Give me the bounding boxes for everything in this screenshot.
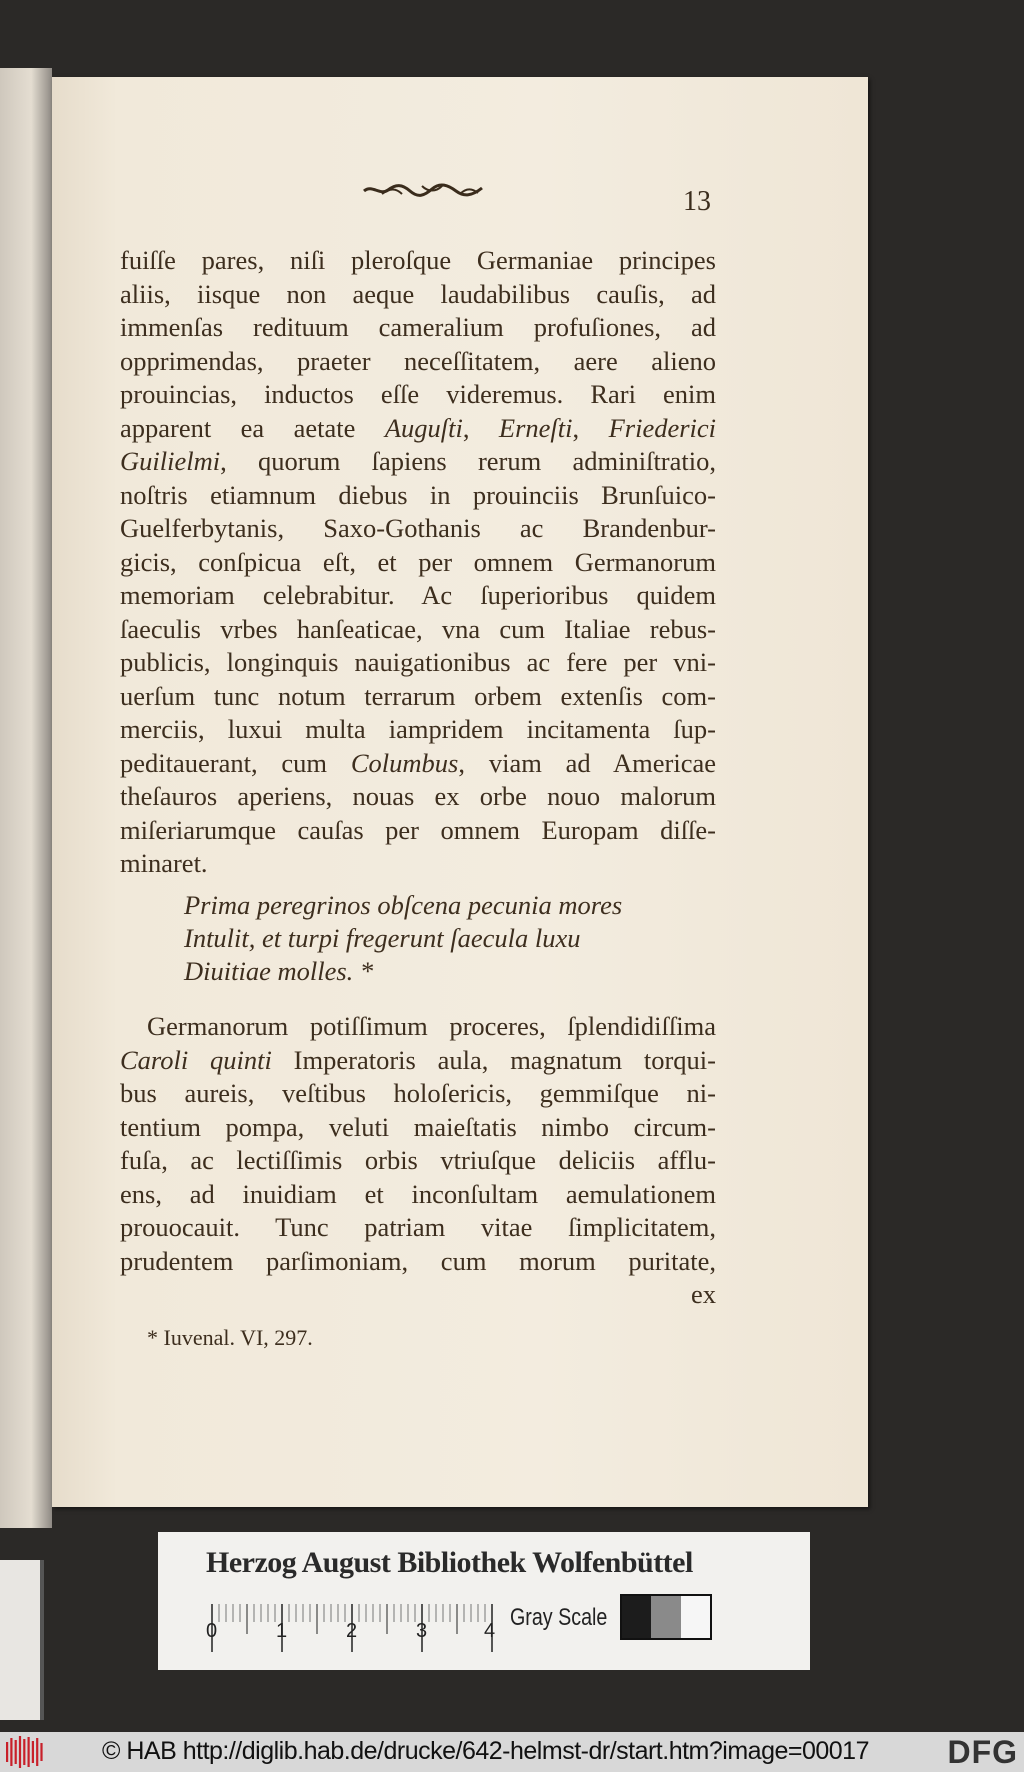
text-segment: prouocauit. Tunc patriam vitae ſimplicitatem, [120,1212,716,1242]
text-line [120,713,716,745]
text-line [120,1111,716,1143]
scale-number: 0 [206,1620,218,1642]
text-line [120,311,716,343]
text-line [120,244,716,276]
text-segment: Germanorum potiſſimum proceres, ſplendidiſſima [147,1011,716,1041]
scale-number: 4 [484,1620,496,1642]
text-line [120,579,716,611]
text-segment: ex [690,1279,716,1309]
verse-line: Diuitiae molles. * [184,956,374,986]
text-segment: prudentem parſimoniam, cum morum puritate, [120,1245,716,1276]
text-line [120,1144,716,1176]
italic-text: Erneſti [498,412,573,443]
text-line [120,680,716,712]
italic-text: Auguſti [384,412,463,443]
text-segment: , viam ad Americae [458,747,716,778]
logo-bar [10,1738,12,1766]
gray-scale-label: Gray Scale [510,1604,608,1631]
dfg-logo: DFG [947,1734,1018,1770]
text-segment: fuſa, ac lectiſſimis orbis vtriuſque deliciis afflu- [120,1145,716,1175]
text-line [120,412,716,444]
gray-scale-patches [620,1594,712,1640]
gray-patch-dark [622,1596,651,1638]
text-segment: publicis, longinquis nauigationibus ac fere per vni- [120,647,716,677]
text-line [120,1211,716,1243]
text-line [120,546,716,578]
footer-bar [0,1732,1024,1772]
text-segment: theſauros aperiens, nouas ex orbe nouo malorum [120,781,716,811]
text-line [120,1077,716,1109]
text-segment: , [462,412,499,443]
previous-page-edge [0,68,52,1528]
text-line [120,479,716,511]
gray-patch-light [681,1596,710,1638]
text-line [120,847,716,879]
logo-bar [23,1739,25,1765]
text-segment: prouincias, inductos eſſe videremus. Rari enim [120,379,716,409]
logo-bar [40,1743,42,1761]
text-line [120,780,716,812]
text-line [147,1010,716,1042]
text-segment: merciis, luxui multa iampridem incitamenta ſup- [120,714,716,744]
text-segment: , [572,412,609,443]
italic-text: Caroli quinti [120,1044,272,1075]
text-line [120,378,716,410]
text-line [120,747,716,779]
text-segment: apparent ea aetate [120,412,385,443]
text-line [120,345,716,377]
logo-bar [15,1740,17,1764]
text-line [120,512,716,544]
ornament-icon [362,182,484,198]
logo-bar [19,1736,21,1768]
text-segment: tentium pompa, veluti maieſtatis nimbo circum- [120,1111,716,1142]
italic-text: Columbus [350,747,459,778]
italic-text: Guilielmi [120,446,221,476]
scale-number: 3 [416,1620,428,1642]
text-segment: aliis, iisque non aeque laudabilibus cauſis, ad [120,278,716,309]
logo-bar [28,1737,30,1767]
text-segment: ſaeculis vrbes hanſeaticae, vna cum Italiae rebus- [120,613,716,644]
italic-text: Friederici [608,412,717,443]
text-line [120,278,716,310]
logo-bar [36,1738,38,1766]
text-segment: , quorum ſapiens rerum adminiſtratio, [220,446,716,476]
text-line [120,613,716,645]
scale-number: 1 [276,1620,288,1642]
text-segment: miſeriarumque cauſas per omnem Europam diſſe- [120,814,716,845]
text-segment: Guelferbytanis, Saxo-Gothanis ac Brandenbur- [120,513,716,543]
copyright-url[interactable]: © HAB http://diglib.hab.de/drucke/642-helmst-dr/start.htm?image=00017 [102,1737,869,1765]
previous-page-card-edge [0,1560,44,1720]
text-segment: fuiſſe pares, niſi pleroſque Germaniae principes [120,245,716,275]
text-segment: noſtris etiamnum diebus in prouinciis Brunſuico- [120,479,716,510]
text-line [120,1245,716,1277]
text-line [120,1278,716,1310]
logo-bar [6,1742,8,1762]
page-number: 13 [683,186,711,217]
text-line [120,646,716,678]
text-line [120,445,716,477]
calibration-card [158,1532,810,1670]
verse-line: Prima peregrinos obſcena pecunia mores [184,890,623,920]
gray-patch-mid [651,1596,680,1638]
verse-line: Intulit, et turpi fregerunt ſaecula luxu [184,923,581,953]
text-segment: ens, ad inuidiam et inconſultam aemulationem [120,1178,716,1209]
text-segment: peditauerant, cum [120,747,351,778]
text-line [120,1044,716,1076]
footnote: * Iuvenal. VI, 297. [147,1325,313,1350]
text-line [120,1178,716,1210]
text-line [120,814,716,846]
logo-bar [32,1741,34,1763]
text-segment: immenſas redituum cameralium profuſiones, ad [120,312,716,342]
text-segment: memoriam celebrabitur. Ac ſuperioribus quidem [120,580,716,610]
hab-logo-icon [4,1736,46,1768]
scale-number: 2 [346,1620,358,1642]
text-segment: gicis, conſpicua eſt, et per omnem Germanorum [120,546,716,577]
text-segment: Imperatoris aula, magnatum torqui- [271,1044,716,1075]
text-segment: minaret. [120,848,208,878]
text-segment: opprimendas, praeter neceſſitatem, aere alieno [120,345,716,376]
text-segment: bus aureis, veſtibus holoſericis, gemmiſque ni- [120,1078,716,1108]
text-segment: uerſum tunc notum terrarum orbem extenſis com- [120,680,716,711]
library-name: Herzog August Bibliothek Wolfenbüttel [206,1546,693,1579]
